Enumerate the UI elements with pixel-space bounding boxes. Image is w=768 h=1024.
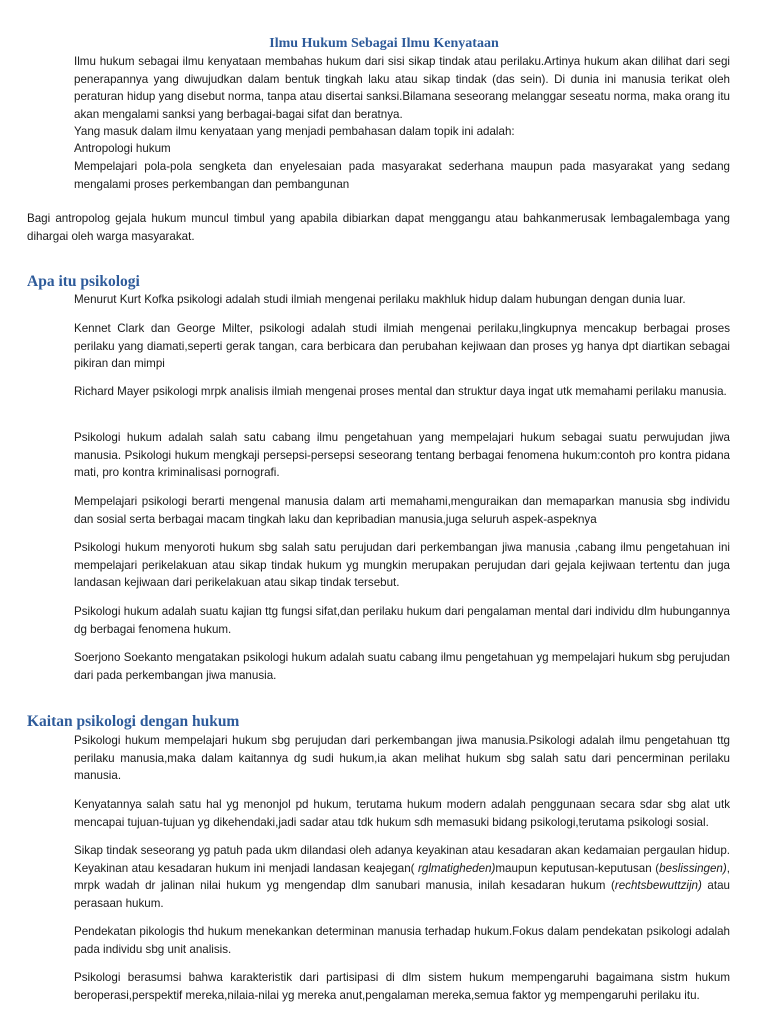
section2-paragraph-1: Psikologi hukum mempelajari hukum sbg perujudan dari perkembangan jiwa manusia.Psikologi adalah ilmu pengetahuan ttg perilaku manusia,maka dalam kaitannya dg sudi hukum,ia akan melihat hukum sbg salah satu dari pencerminan perilaku manusia. [74,734,730,782]
paragraph-text: maupun keputusan-keputusan ( [495,861,660,875]
section2-paragraph-3 [74,842,730,912]
section-heading-kaitan: Kaitan psikologi dengan hukum [27,713,240,730]
section2-paragraph-5: Psikologi berasumsi bahwa karakteristik dari partisipasi di dlm sistem hukum mempengaruhi bagaimana sistm hukum beroperasi,perspektif mereka,nilaia-nilai yg mereka anut,pengalaman mereka,semua faktor yg mempengaruhi perilaku itu. [74,971,730,1002]
section1-paragraph: Psikologi hukum adalah salah satu cabang ilmu pengetahuan yang mempelajari hukum sebagai suatu perwujudan jiwa manusia. Psikologi hukum mengkaji persepsi-persepsi seseorang tentang berbagai fenomena hukum:contoh pro kontra pidana mati, pro kontra kriminalisasi pornografi. [74,431,730,479]
italic-term: beslissingen) [659,861,727,875]
section2-paragraph-4: Pendekatan pikologis thd hukum menekankan determinan manusia terhadap hukum.Fokus dalam pendekatan psikologi adalah pada individu sbg unit analisis. [74,925,730,956]
intro-paragraph-2: Yang masuk dalam ilmu kenyataan yang menjadi pembahasan dalam topik ini adalah: [74,125,515,138]
section1-paragraph: Kennet Clark dan George Milter, psikologi adalah studi ilmiah mengenai perilaku,lingkupnya mencakup berbagai proses perilaku yang diamati,seperti gerak tangan, cara berbicara dan perubahan kejiwaan dan proses yg hanya dpt diartikan sebagai pikiran dan mimpi [74,322,730,370]
intro-paragraph-1: Ilmu hukum sebagai ilmu kenyataan membahas hukum dari sisi sikap tindak atau perilaku.Artinya hukum akan dilihat dari segi penerapannya yang diwujudkan dalam bentuk tingkah laku atau sikap tindak (das sein). Di dunia ini manusia terikat oleh peraturan hidup yang disebut norma, tanpa atau disertai sanksi.Bilamana seseorang melanggar seseatu norma, maka orang itu akan mengalami sanksi yang berbagai-bagai sifat dan beratnya. [74,55,730,121]
section1-paragraph: Soerjono Soekanto mengatakan psikologi hukum adalah suatu cabang ilmu pengetahuan yg mempelajari hukum sbg perujudan dari pada perkembangan jiwa manusia. [74,651,730,682]
intro-paragraph-3: Antropologi hukum [74,142,171,155]
paragraph-text: atau perasaan hukum. [74,879,730,910]
section1-paragraph: Mempelajari psikologi berarti mengenal manusia dalam arti memahami,menguraikan dan memaparkan manusia sbg individu dan sosial serta berbagai macam tingkah laku dan kepribadian manusia,juga seluruh aspek-aspeknya [74,495,730,526]
section1-paragraph: Menurut Kurt Kofka psikologi adalah studi ilmiah mengenai perilaku makhluk hidup dalam hubungan dengan dunia luar. [74,293,686,306]
paragraph-text: , mrpk wadah dr jalinan nilai hukum yg mengendap dlm sanubari manusia, inilah kesadaran hukum ( [74,861,730,892]
paragraph-text: Sikap tindak seseorang yg patuh pada ukm dilandasi oleh adanya keyakinan atau kesadaran akan kedamaian pergaulan hidup. Keyakinan atau kesadaran hukum ini menjadi landasan keajegan( [74,844,730,875]
section1-paragraph: Psikologi hukum adalah suatu kajian ttg fungsi sifat,dan perilaku hukum dari pengalaman mental dari individu dlm hubungannya dg berbagai fenomena hukum. [74,605,730,636]
italic-term: rglmatigheden) [418,861,496,875]
section-heading-psikologi: Apa itu psikologi [27,273,140,290]
italic-term: rechtsbewuttzijn) [614,879,702,892]
document-title: Ilmu Hukum Sebagai Ilmu Kenyataan [269,36,499,51]
intro-paragraph-5: Bagi antropolog gejala hukum muncul timbul yang apabila dibiarkan dapat menggangu atau bahkanmerusak lembagalembaga yang dihargai oleh warga masyarakat. [27,212,730,243]
section2-paragraph-2: Kenyatannya salah satu hal yg menonjol pd hukum, terutama hukum modern adalah penggunaan secara sdar sbg alat utk mencapai tujuan-tujuan yg dikehendaki,jadi sadar atau tdk hukum sdh memasuki bidang psikologi,terutama psikologi sosial. [74,798,730,829]
section1-paragraph: Psikologi hukum menyoroti hukum sbg salah satu perujudan dari perkembangan jiwa manusia ,cabang ilmu pengetahuan ini mempelajari perikelakuan atau sikap tindak hukum yg mungkin merupakan perujudan dari gejala kejiwaan tertentu dan juga landasan kejiwaan dari perikelakuan atau sikap tindak tersebut. [74,541,730,589]
intro-paragraph-4: Mempelajari pola-pola sengketa dan enyelesaian pada masyarakat sederhana maupun pada masyarakat yang sedang mengalami proses perkembangan dan pembangunan [74,160,730,191]
section1-paragraph: Richard Mayer psikologi mrpk analisis ilmiah mengenai proses mental dan struktur daya ingat utk memahami perilaku manusia. [74,385,727,398]
